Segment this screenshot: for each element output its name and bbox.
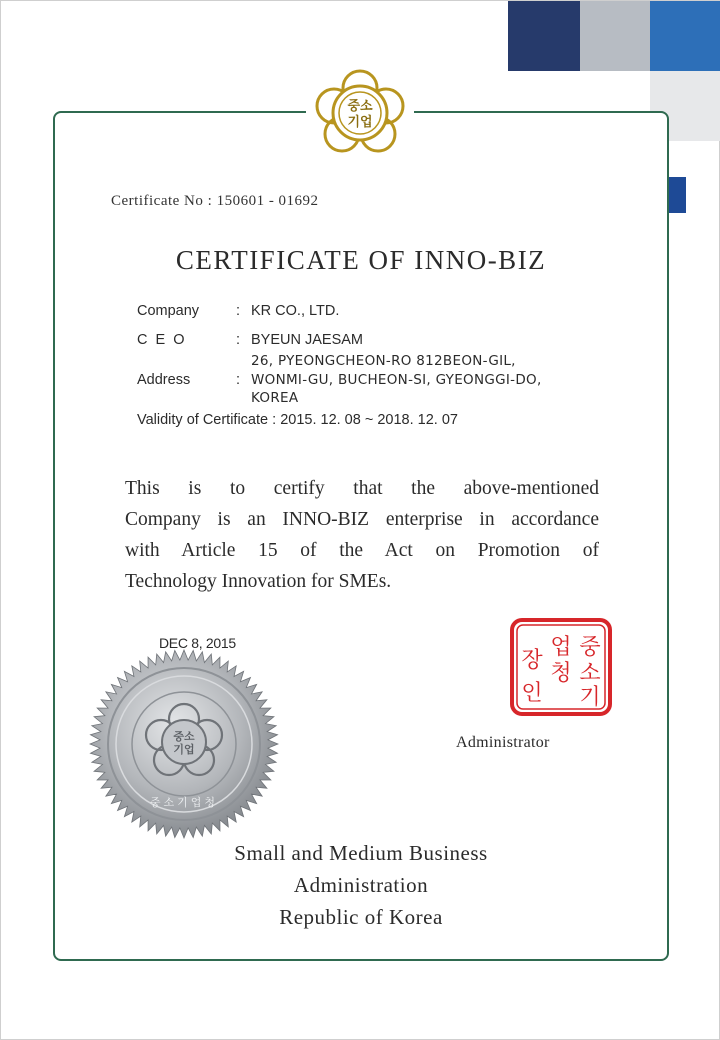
validity: [137, 412, 458, 428]
validity-value: 2015. 12. 08 ~ 2018. 12. 07: [280, 412, 458, 428]
certificate-title: CERTIFICATE OF INNO-BIZ: [175, 245, 547, 275]
seal-ring-text: 중소기업청: [149, 796, 219, 809]
government-emblem-icon: [306, 61, 414, 161]
certificate-number: [111, 193, 319, 210]
stamp-char-7: 인: [521, 681, 543, 706]
seal-emblem-text-bottom: 기업: [173, 743, 195, 756]
company-value: KR CO., LTD.: [251, 303, 340, 319]
ceo-label: C E O: [137, 332, 187, 348]
address-line-3: KOREA: [251, 390, 299, 406]
issuer-line-3: Republic of Korea: [279, 905, 443, 929]
address-line-1: 26, PYEONGCHEON-RO 812BEON-GIL,: [251, 353, 516, 369]
certification-statement: [125, 473, 599, 597]
silver-seal-icon: [89, 649, 279, 839]
decor-square-blue: [650, 1, 720, 71]
ceo-colon: :: [236, 332, 241, 348]
stamp-char-2: 소: [579, 661, 601, 686]
stamp-char-1: 중: [579, 635, 601, 660]
company-colon: :: [236, 303, 241, 319]
company-label: Company: [137, 303, 200, 319]
certificate-number-colon: :: [207, 193, 217, 209]
certificate-number-value: 150601 - 01692: [216, 193, 319, 209]
seal-emblem-text-top: 중소: [173, 730, 195, 743]
validity-label: Validity of Certificate: [137, 412, 269, 428]
stamp-char-4: 업: [550, 635, 572, 660]
validity-colon: :: [272, 412, 281, 428]
address-colon: :: [236, 372, 241, 388]
statement-line-1: This is to certify that the above-mentioned: [125, 478, 599, 499]
emblem-text-top: 중소: [347, 99, 373, 114]
statement-line-4: Technology Innovation for SMEs.: [125, 571, 392, 592]
decor-square-navy: [508, 1, 580, 71]
issuer-line-2: Administration: [293, 873, 429, 897]
certificate-number-label: Certificate No: [111, 193, 204, 209]
official-red-stamp-icon: [510, 618, 612, 716]
emblem-text-bottom: 기업: [347, 115, 373, 130]
statement-line-3: with Article 15 of the Act on Promotion of: [125, 540, 599, 561]
issuer-line-1: Small and Medium Business: [234, 841, 488, 865]
stamp-char-5: 청: [550, 661, 572, 686]
ceo-value: BYEUN JAESAM: [251, 332, 363, 348]
address-label: Address: [137, 372, 191, 388]
signatory-title: Administrator: [456, 734, 550, 751]
decor-square-gray: [580, 1, 650, 71]
stamp-char-6: 장: [521, 648, 543, 673]
stamp-char-3: 기: [579, 685, 601, 710]
statement-line-2: Company is an INNO-BIZ enterprise in accordance: [125, 509, 599, 530]
address-line-2: WONMI-GU, BUCHEON-SI, GYEONGGI-DO,: [251, 372, 542, 388]
issue-date: DEC 8, 2015: [159, 635, 236, 651]
